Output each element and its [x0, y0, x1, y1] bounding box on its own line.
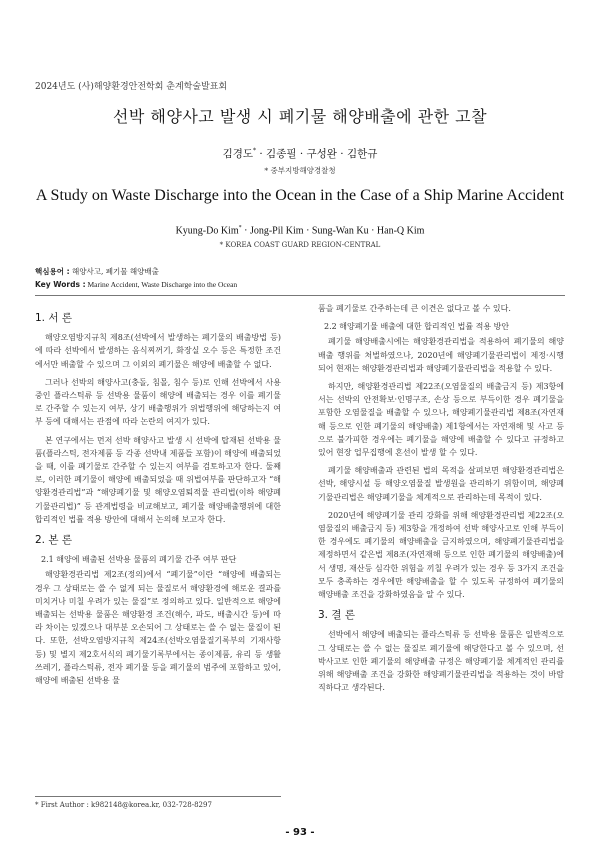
section-heading-conclusion: 3. 결 론: [318, 609, 355, 622]
paragraph: 해양환경관리법 제2조(정의)에서 “폐기물”이란 “해양에 배출되는 경우 그 상태로는 쓸 수 없게 되는 물질로서 해양환경에 해로운 결과를 미치거나 미칠 우려가 있는 물질”로 정의하고 있다. 일반적으로 해양에 배출되는 선박용 물품은 해양환경 조건(해수, 파도, 배출시간 등)에 따라 차이는 있겠으나 대부분 오손되어 그 상태로는 쓸 수 없는 물질이 된다. 또한, 선박오염방지규칙 제24조(선박오염물질기록부의 기재사항 등) 및 별지 제2호서식의 폐기물기록부에서는 종이제품, 유리 등 생활쓰레기, 플라스틱류, 전자 폐기물 등을 폐기물의 범주에 포함하고 있어, 해양에 배출된 선박용 물: [35, 570, 281, 686]
footnote: * First Author : k982148@korea.kr, 032-728-8297: [35, 801, 212, 809]
keywords-english: [35, 280, 237, 289]
keywords-korean: [35, 266, 159, 277]
keywords-ko-text: 해양사고, 폐기물 해양배출: [69, 267, 159, 276]
first-author-en: Kyung-Do Kim: [175, 225, 239, 237]
affiliation-english: * KOREA COAST GUARD REGION-CENTRAL: [219, 241, 381, 249]
authors-korean: [0, 146, 600, 161]
keywords-en-text: Marine Accident, Waste Discharge into the Ocean: [85, 280, 238, 289]
authors-english: [0, 225, 600, 236]
paragraph: 2020년에 해양폐기물 관리 강화를 위해 해양환경관리법 제22조(오염물질의 배출금지 등) 제3항을 개정하여 선박 해양사고로 인해 부득이한 경우에도 폐기물의 해양배출을 금지하였으며, 해양폐기물관리법을 제정하면서 같은법 제8조(자연재해 등으로 인한 폐기물의 해양배출)에서 생명, 재산등 심각한 위험을 끼칠 우려가 있는 경우 등 3가지 조건을 모두 충족하는 경우에만 해양배출을 할 수 있도록 규정하여 폐기물의 해양배출 조건을 강화하였음을 알 수 있다.: [318, 510, 564, 600]
footnote-divider: [35, 796, 281, 797]
section-heading-body: 2. 본 론: [35, 534, 72, 547]
section-heading-introduction: 1. 서 론: [35, 312, 72, 324]
paragraph: 그러나 선박의 해양사고(충돌, 침몰, 침수 등)로 인해 선박에서 사용중인 플라스틱류 등 선박용 물품이 해양에 배출되는 경우 이를 폐기물로 간주할 수 있는지 여부, 상기 배출행위가 위법행위에 해당하는지 여부 등에 대해서는 관점에 따라 논란의 여지가 있다.: [35, 377, 281, 427]
conference-header: 2024년도 (사)해양환경안전학회 춘계학술발표회: [35, 82, 228, 92]
paragraph: 폐기물 해양배출시에는 해양환경관리법을 적용하여 폐기물의 해양배출 행위를 처벌하였으나, 2020년에 해양폐기물관리법이 제정·시행되어 현재는 해양환경관리법과 해양폐기물관리법을 적용할 수 있다.: [318, 337, 564, 373]
subsection-heading: 2.2 해양폐기물 배출에 대한 합리적인 법률 적용 방안: [324, 322, 510, 332]
paragraph-continued: 품을 폐기물로 간주하는데 큰 이견은 없다고 볼 수 있다.: [318, 304, 511, 313]
page-number: - 93 -: [285, 827, 315, 838]
author-mark-ko: *: [253, 147, 257, 155]
co-authors-en: · Jong-Pil Kim · Sung-Wan Ku · Han-Q Kim: [241, 225, 425, 237]
paragraph: 선박에서 해양에 배출되는 플라스틱류 등 선박용 물품은 일반적으로 그 상태로는 쓸 수 없는 물질로 폐기물에 해당한다고 볼 수 있으며, 선박사고로 인한 폐기물의 해양배출 규정은 해양폐기물 체계적인 관리를 위해 해양배출 조건을 강화한 해양폐기물관리법을 적용하는 것이 바람직하다고 생각된다.: [318, 630, 564, 693]
keywords-en-label: Key Words :: [35, 280, 86, 289]
right-column: [318, 302, 564, 699]
author-mark-en: *: [238, 225, 242, 231]
paragraph: 본 연구에서는 먼저 선박 해양사고 발생 시 선박에 탑재된 선박용 물품(플라스틱, 전자제품 등 각종 선박내 제품들 포함)이 해양에 배출되었을 때, 이를 폐기물로 간주할 수 있는지 여부를 검토하고자 한다. 둘째로, 이러한 폐기물이 해양에 배출되었을 때 위법여부를 판단하고자 “해양환경관리법”과 “해양폐기물 및 해양오염퇴적물 관리법(이하 해양폐기물관리법)” 등 관계법령을 비교해보고, 폐기물 해양배출행위에 대한 합리적인 법률 적용 방안에 대해서 논의해 보고자 한다.: [35, 435, 281, 524]
keywords-ko-label: 핵심용어 :: [35, 267, 70, 276]
subsection-heading: 2.1 해양에 배출된 선박용 물품의 폐기물 간주 여부 판단: [41, 555, 237, 565]
title-english: A Study on Waste Discharge into the Ocean in the Case of a Ship Marine Accident: [35, 187, 565, 204]
affiliation-korean: * 중부지방해양경찰청: [264, 166, 336, 175]
paragraph: 해양오염방지규칙 제8조(선박에서 발생하는 폐기물의 배출방법 등)에 따라 선박에서 발생하는 음식찌꺼기, 화장실 오수 등은 특정한 조건에서만 배출할 수 있으며 그 이외의 폐기물은 해양에 배출할 수 없다.: [35, 333, 281, 369]
co-authors-ko: · 김종필 · 구성완 · 김한규: [256, 148, 378, 160]
title-korean: 선박 해양사고 발생 시 폐기물 해양배출에 관한 고찰: [112, 107, 488, 126]
first-author-ko: 김경도: [222, 148, 254, 160]
paragraph: 하지만, 해양환경관리법 제22조(오염물질의 배출금지 등) 제3항에서는 선박의 안전확보·인명구조, 손상 등으로 부득이한 경우 폐기물을 포함한 오염물질을 배출할 수 있으나, 해양폐기물관리법 제8조(자연재해 등으로 인한 폐기물의 해양배출) 제1항에서는 자연재해 및 사고 등으로 불가피한 경우에는 폐기물을 해양에 배출할 수 있다고 규정하고 있어 현장 업무집행에 혼선이 발생 할 수 있다.: [318, 382, 564, 458]
left-column: [35, 302, 281, 692]
paragraph: 폐기물 해양배출과 관련된 법의 목적을 살펴보면 해양환경관리법은 선박, 해양시설 등 해양오염물질 발생원을 관리하기 위함이며, 해양폐기물관리법은 해양폐기물을 체계적으로 관리하는데 목적이 있다.: [318, 466, 564, 502]
header-divider: [35, 295, 565, 296]
